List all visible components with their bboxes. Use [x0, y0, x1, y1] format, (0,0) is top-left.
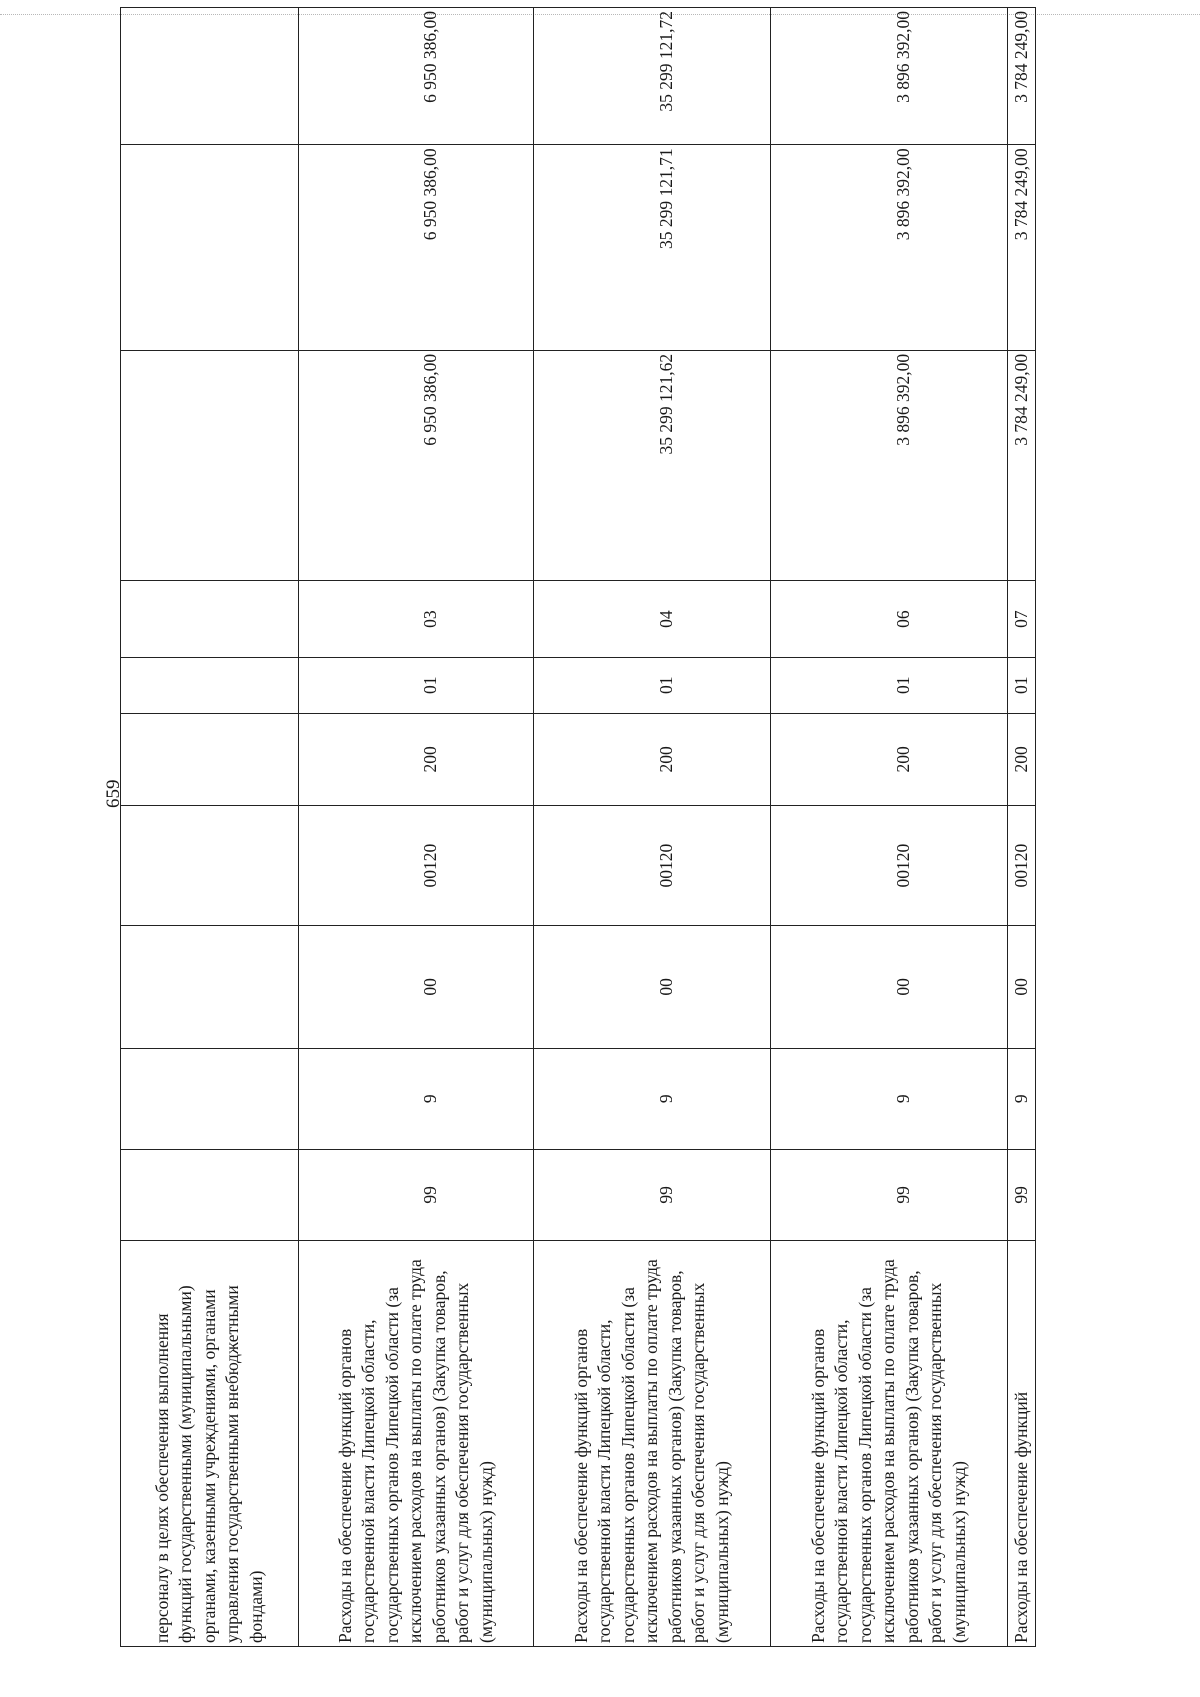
section-code: 01: [299, 657, 534, 713]
budget-table: [120, 7, 1036, 1647]
expense-code: 00120: [1008, 805, 1036, 925]
amount-year-2: 3 784 249,00: [1008, 145, 1036, 351]
subprogram-code: 9: [299, 1048, 534, 1149]
expense-type: 200: [534, 713, 771, 805]
amount-year-1: 6 950 386,00: [299, 350, 534, 581]
amount-year-3: 35 299 121,72: [534, 8, 771, 145]
amount-year-1: [121, 350, 299, 581]
program-code: 99: [1008, 1149, 1036, 1240]
activity-code: [121, 926, 299, 1048]
row-description: персоналу в целях обеспечения выполнения функций государственными (муниципальными) органами, казенными учреждениями, органами управления государственными внебюджетными фондами): [121, 1241, 299, 1647]
amount-year-3: 3 784 249,00: [1008, 8, 1036, 145]
amount-year-1: 35 299 121,62: [534, 350, 771, 581]
amount-year-2: 6 950 386,00: [299, 145, 534, 351]
program-code: [121, 1149, 299, 1240]
expense-code: 00120: [299, 805, 534, 925]
table-row: [299, 8, 534, 1647]
section-code: 01: [771, 657, 1008, 713]
activity-code: 00: [534, 926, 771, 1048]
row-description: Расходы на обеспечение функций органов государственной власти Липецкой области, государственных органов Липецкой области (за исключением расходов на выплаты по оплате труда работников указанных органов) (Закупка товаров, работ и услуг для обеспечения государственных (муниципальных) нужд): [771, 1241, 1008, 1647]
section-code: [121, 657, 299, 713]
expense-type: 200: [1008, 713, 1036, 805]
row-description: Расходы на обеспечение функций органов государственной власти Липецкой области, государственных органов Липецкой области (за исключением расходов на выплаты по оплате труда работников указанных органов) (Закупка товаров, работ и услуг для обеспечения государственных (муниципальных) нужд): [534, 1241, 771, 1647]
subprogram-code: 9: [1008, 1048, 1036, 1149]
expense-type: 200: [771, 713, 1008, 805]
subsection-code: 03: [299, 581, 534, 657]
table-row: [534, 8, 771, 1647]
row-description: Расходы на обеспечение функций: [1008, 1241, 1036, 1647]
amount-year-2: 35 299 121,71: [534, 145, 771, 351]
section-code: 01: [534, 657, 771, 713]
subprogram-code: 9: [771, 1048, 1008, 1149]
activity-code: 00: [299, 926, 534, 1048]
amount-year-2: 3 896 392,00: [771, 145, 1008, 351]
amount-year-3: [121, 8, 299, 145]
subprogram-code: 9: [534, 1048, 771, 1149]
subsection-code: 04: [534, 581, 771, 657]
activity-code: 00: [771, 926, 1008, 1048]
program-code: 99: [299, 1149, 534, 1240]
section-code: 01: [1008, 657, 1036, 713]
program-code: 99: [771, 1149, 1008, 1240]
activity-code: 00: [1008, 926, 1036, 1048]
row-description: Расходы на обеспечение функций органов государственной власти Липецкой области, государственных органов Липецкой области (за исключением расходов на выплаты по оплате труда работников указанных органов) (Закупка товаров, работ и услуг для обеспечения государственных (муниципальных) нужд): [299, 1241, 534, 1647]
amount-year-1: 3 896 392,00: [771, 350, 1008, 581]
expense-type: 200: [299, 713, 534, 805]
table-row: [771, 8, 1008, 1647]
rotated-table-sheet: [120, 7, 1040, 1647]
expense-type: [121, 713, 299, 805]
expense-code: 00120: [771, 805, 1008, 925]
table-row: [121, 8, 299, 1647]
page-number: 659: [103, 779, 124, 808]
amount-year-1: 3 784 249,00: [1008, 350, 1036, 581]
expense-code: 00120: [534, 805, 771, 925]
table-row: [1008, 8, 1036, 1647]
subsection-code: 07: [1008, 581, 1036, 657]
subsection-code: 06: [771, 581, 1008, 657]
subprogram-code: [121, 1048, 299, 1149]
amount-year-3: 6 950 386,00: [299, 8, 534, 145]
program-code: 99: [534, 1149, 771, 1240]
expense-code: [121, 805, 299, 925]
subsection-code: [121, 581, 299, 657]
amount-year-2: [121, 145, 299, 351]
amount-year-3: 3 896 392,00: [771, 8, 1008, 145]
